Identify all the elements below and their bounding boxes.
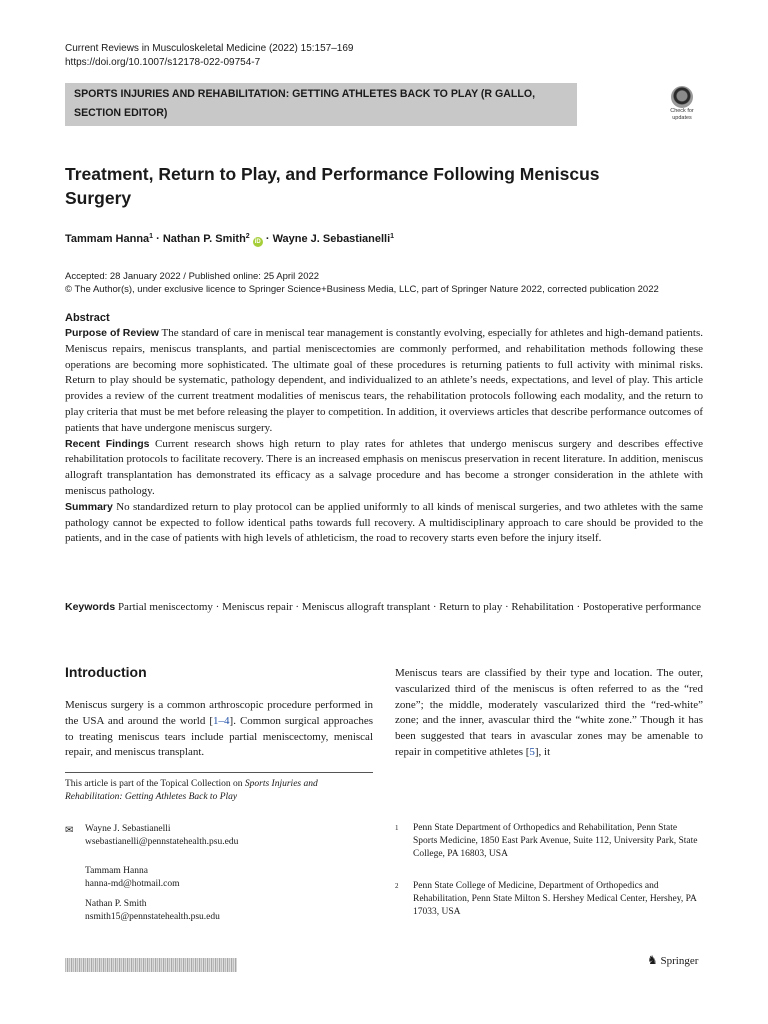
author-name[interactable]: Nathan P. Smith	[162, 233, 246, 245]
publisher-name: Springer	[660, 955, 699, 967]
publication-dates: Accepted: 28 January 2022 / Published online: 25 April 2022	[65, 271, 320, 282]
keywords-label: Keywords	[65, 601, 116, 613]
author-affiliation-mark: 1	[149, 233, 154, 240]
abstract-findings-label: Recent Findings	[65, 437, 150, 450]
author-separator: ·	[265, 233, 270, 245]
author-name[interactable]: Wayne J. Sebastianelli	[272, 233, 391, 245]
contact-name: Wayne J. Sebastianelli	[85, 824, 171, 834]
body-text: ], it	[534, 745, 551, 758]
license-statement: © The Author(s), under exclusive licence to Springer Science+Business Media, LLC, part of Springer Nature 2022, corrected publication 2022	[65, 284, 659, 295]
affiliation-text: Penn State College of Medicine, Department of Orthopedics and Rehabilitation, Penn State Milton S. Hershey Medical Center, Hershey, PA 17033, USA	[413, 881, 697, 917]
abstract-findings	[65, 437, 703, 500]
publisher-logo	[647, 953, 698, 968]
abstract-summary-text: No standardized return to play protocol can be applied uniformly to all kinds of meniscal surgeries, and two athletes with the same pathology cannot be expected to follow identical paths towards full recovery. A multidisciplinary approach to care should be provided to the patients, and in the case of patients with high levels of athleticism, the road to recovery starts even before the injury itself.	[65, 500, 703, 545]
contact-entry	[85, 898, 220, 924]
abstract-purpose-label: Purpose of Review	[65, 327, 159, 339]
keywords	[65, 600, 703, 616]
abstract-purpose	[65, 326, 703, 437]
contact-email[interactable]: wsebastianelli@pennstatehealth.psu.edu	[85, 837, 239, 847]
body-text: Meniscus surgery is a common arthroscopic procedure performed in the USA and around the world [	[65, 699, 373, 727]
affiliation-number: 1	[395, 824, 399, 832]
author-list	[65, 230, 394, 247]
abstract-findings-text: Current research shows high return to play rates for athletes that undergo meniscus surgery and describes effective rehabilitation protocols to facilitate recovery. There is an increased emphasis on meniscus preservation in recent literature. In addition, meniscus allograft transplantation has demonstrated its efficacy as a salvage procedure and has become a stronger consideration in the athlete with meniscus pathology.	[65, 437, 703, 497]
springer-horse-icon: ♞	[647, 953, 658, 967]
citation-link[interactable]: 1–4	[213, 714, 230, 727]
collection-banner-text: SPORTS INJURIES AND REHABILITATION: GETTING ATHLETES BACK TO PLAY (R GALLO, SECTION EDITOR)	[74, 88, 536, 119]
topical-collection-prefix: This article is part of the Topical Collection on	[65, 779, 243, 789]
abstract-summary-label: Summary	[65, 500, 113, 513]
citation-link[interactable]: 5	[529, 745, 535, 758]
check-for-updates-badge[interactable]	[664, 86, 700, 128]
topical-collection-note	[65, 778, 373, 804]
contact-entry	[85, 865, 180, 891]
affiliation-number: 2	[395, 882, 399, 890]
journal-citation	[65, 42, 354, 70]
introduction-heading: Introduction	[65, 664, 147, 680]
abstract-body	[65, 326, 703, 547]
journal-name: Current Reviews in Musculoskeletal Medicine (2022) 15:157–169	[65, 43, 354, 54]
crossmark-icon	[671, 86, 693, 108]
barcode-strip	[65, 958, 237, 972]
keywords-text: Partial meniscectomy · Meniscus repair · Meniscus allograft transplant · Return to play · Rehabilitation · Postoperative performance	[117, 601, 702, 613]
envelope-icon: ✉	[65, 825, 74, 836]
article-title: Treatment, Return to Play, and Performance Following Meniscus Surgery	[65, 164, 600, 208]
author-affiliation-mark: 2	[245, 233, 250, 240]
author-separator: ·	[156, 233, 160, 245]
doi-link[interactable]: https://doi.org/10.1007/s12178-022-09754-7	[65, 57, 261, 68]
contact-entry	[85, 823, 238, 849]
footnote-divider	[65, 772, 373, 773]
affiliation-text: Penn State Department of Orthopedics and Rehabilitation, Penn State Sports Medicine, 1850 East Park Avenue, Suite 112, University Park, State College, PA 16803, USA	[413, 823, 698, 859]
abstract-purpose-text: The standard of care in meniscal tear management is constantly evolving, especially for athletes and high-demand patients. Meniscus repairs, meniscus transplants, and partial meniscectomies are commonly performed, and rehabilitation methods following these operations are becoming more sophisticated. The ultimate goal of these procedures is returning patients to full activity with minimal risks. Return to play should be systematic, pathology dependent, and individualized to an athlete’s needs, expectations, and level of play. This article provides a review of the current treatment modalities of meniscus tears, the rehabilitation protocols following each modality, and the return to play criteria that must be met before releasing the player to competition. In addition, it overviews articles that describe performance outcomes of patients that have undergone meniscus surgery.	[65, 327, 703, 434]
collection-banner	[65, 83, 577, 126]
contact-email[interactable]: nsmith15@pennstatehealth.psu.edu	[85, 912, 220, 922]
introduction-left-column	[65, 698, 373, 761]
body-text: Meniscus tears are classified by their type and location. The outer, vascularized third of the meniscus is often referred to as the “red zone”; the middle, moderately vascularized third the “red-white” zone; and the inner, avascular third the “white zone.” Though it has been suggested that tears in avascular zones may be amenable to repair in competitive athletes [	[395, 667, 703, 758]
topical-collection-name: Sports Injuries and Rehabilitation: Getting Athletes Back to Play	[65, 779, 318, 802]
contact-name: Tammam Hanna	[85, 866, 148, 876]
author-name[interactable]: Tammam Hanna	[65, 233, 150, 245]
abstract-summary	[65, 500, 703, 547]
contact-name: Nathan P. Smith	[85, 899, 147, 909]
introduction-right-column	[395, 666, 703, 761]
author-affiliation-mark: 1	[390, 233, 395, 240]
check-for-updates-label: Check for updates	[670, 108, 694, 121]
orcid-icon[interactable]: iD	[254, 239, 261, 245]
abstract-heading: Abstract	[65, 312, 110, 324]
contact-email[interactable]: hanna-md@hotmail.com	[85, 879, 180, 889]
body-text: ]. Common surgical approaches to treating meniscus tears include partial meniscectomy, meniscal repair, and meniscus transplant.	[65, 714, 373, 759]
